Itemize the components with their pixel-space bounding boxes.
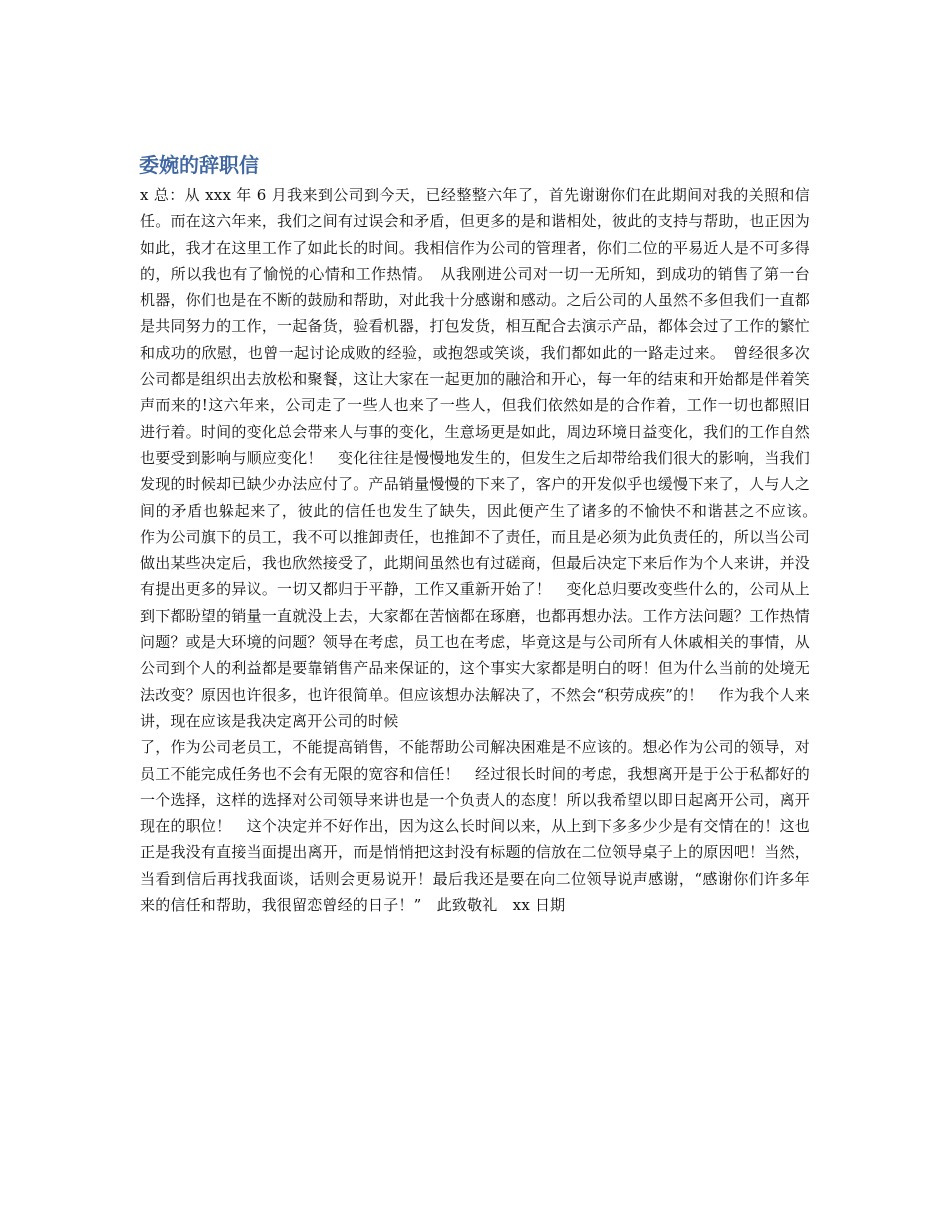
document-title: 委婉的辞职信	[139, 153, 259, 177]
document-body: x 总：从 xxx 年 6 月我来到公司到今天，已经整整六年了，首先谢谢你们在此期间对我的关照和信任。而在这六年来，我们之间有过误会和矛盾，但更多的是和谐相处，彼此的支持与帮助，也正因为如此，我才在这里工作了如此长的时间。我相信作为公司的管理者，你们二位的平易近人是不可多得的，所以我也有了愉悦的心情和工作热情。 从我刚进公司对一切一无所知，到成功的销售了第一台机器，你们也是在不断的鼓励和帮助，对此我十分感谢和感动。之后公司的人虽然不多但我们一直都是共同努力的工作，一起备货，验看机器，打包发货，相互配合去演示产品，都体会过了工作的繁忙和成功的欣慰，也曾一起讨论成败的经验，或抱怨或笑谈，我们都如此的一路走过来。 曾经很多次公司都是组织出去放松和聚餐，这让大家在一起更加的融洽和开心，每一年的结束和开始都是伴着笑声而来的!这六年来，公司走了一些人也来了一些人，但我们依然如是的合作着，工作一切也都照旧进行着。时间的变化总会带来人与事的变化，生意场更是如此，周边环境日益变化，我们的工作自然也要受到影响与顺应变化！ 变化往往是慢慢地发生的，但发生之后却带给我们很大的影响，当我们发现的时候却已缺少办法应付了。产品销量慢慢的下来了，客户的开发似乎也缓慢下来了，人与人之间的矛盾也躲起来了，彼此的信任也发生了缺失，因此便产生了诸多的不愉快不和谐甚之不应该。 作为公司旗下的员工，我不可以推卸责任，也推卸不了责任，而且是必须为此负责任的，所以当公司做出某些决定后，我也欣然接受了，此期间虽然也有过磋商，但最后决定下来后作为个人来讲，并没有提出更多的异议。一切又都归于平静，工作又重新开始了！ 变化总归要改变些什么的，公司从上到下都盼望的销量一直就没上去，大家都在苦恼都在琢磨，也都再想办法。工作方法问题？工作热情问题？或是大环境的问题？领导在考虑，员工也在考虑，毕竟这是与公司所有人休戚相关的事情，从公司到个人的利益都是要靠销售产品来保证的，这个事实大家都是明白的呀！但为什么当前的处境无法改变？原因也许很多，也许很简单。但应该想办法解决了，不然会“积劳成疾”的！ 作为我个人来讲，现在应该是我决定离开公司的时候 了，作为公司老员工，不能提高销售，不能帮助公司解决困难是不应该的。想必作为公司的领导，对员工不能完成任务也不会有无限的宽容和信任！ 经过很长时间的考虑，我想离开是于公于私都好的一个选择，这样的选择对公司领导来讲也是一个负责人的态度！所以我希望以即日起离开公司，离开现在的职位！ 这个决定并不好作出，因为这么长时间以来，从上到下多多少少是有交情在的！这也正是我没有直接当面提出离开，而是悄悄把这封没有标题的信放在二位领导桌子上的原因吧！当然，当看到信后再找我面谈，话则会更易说开！最后我还是要在向二位领导说声感谢，“感谢你们许多年来的信任和帮助，我很留恋曾经的日子！” 此致敬礼 xx 日期	[140, 186, 810, 915]
